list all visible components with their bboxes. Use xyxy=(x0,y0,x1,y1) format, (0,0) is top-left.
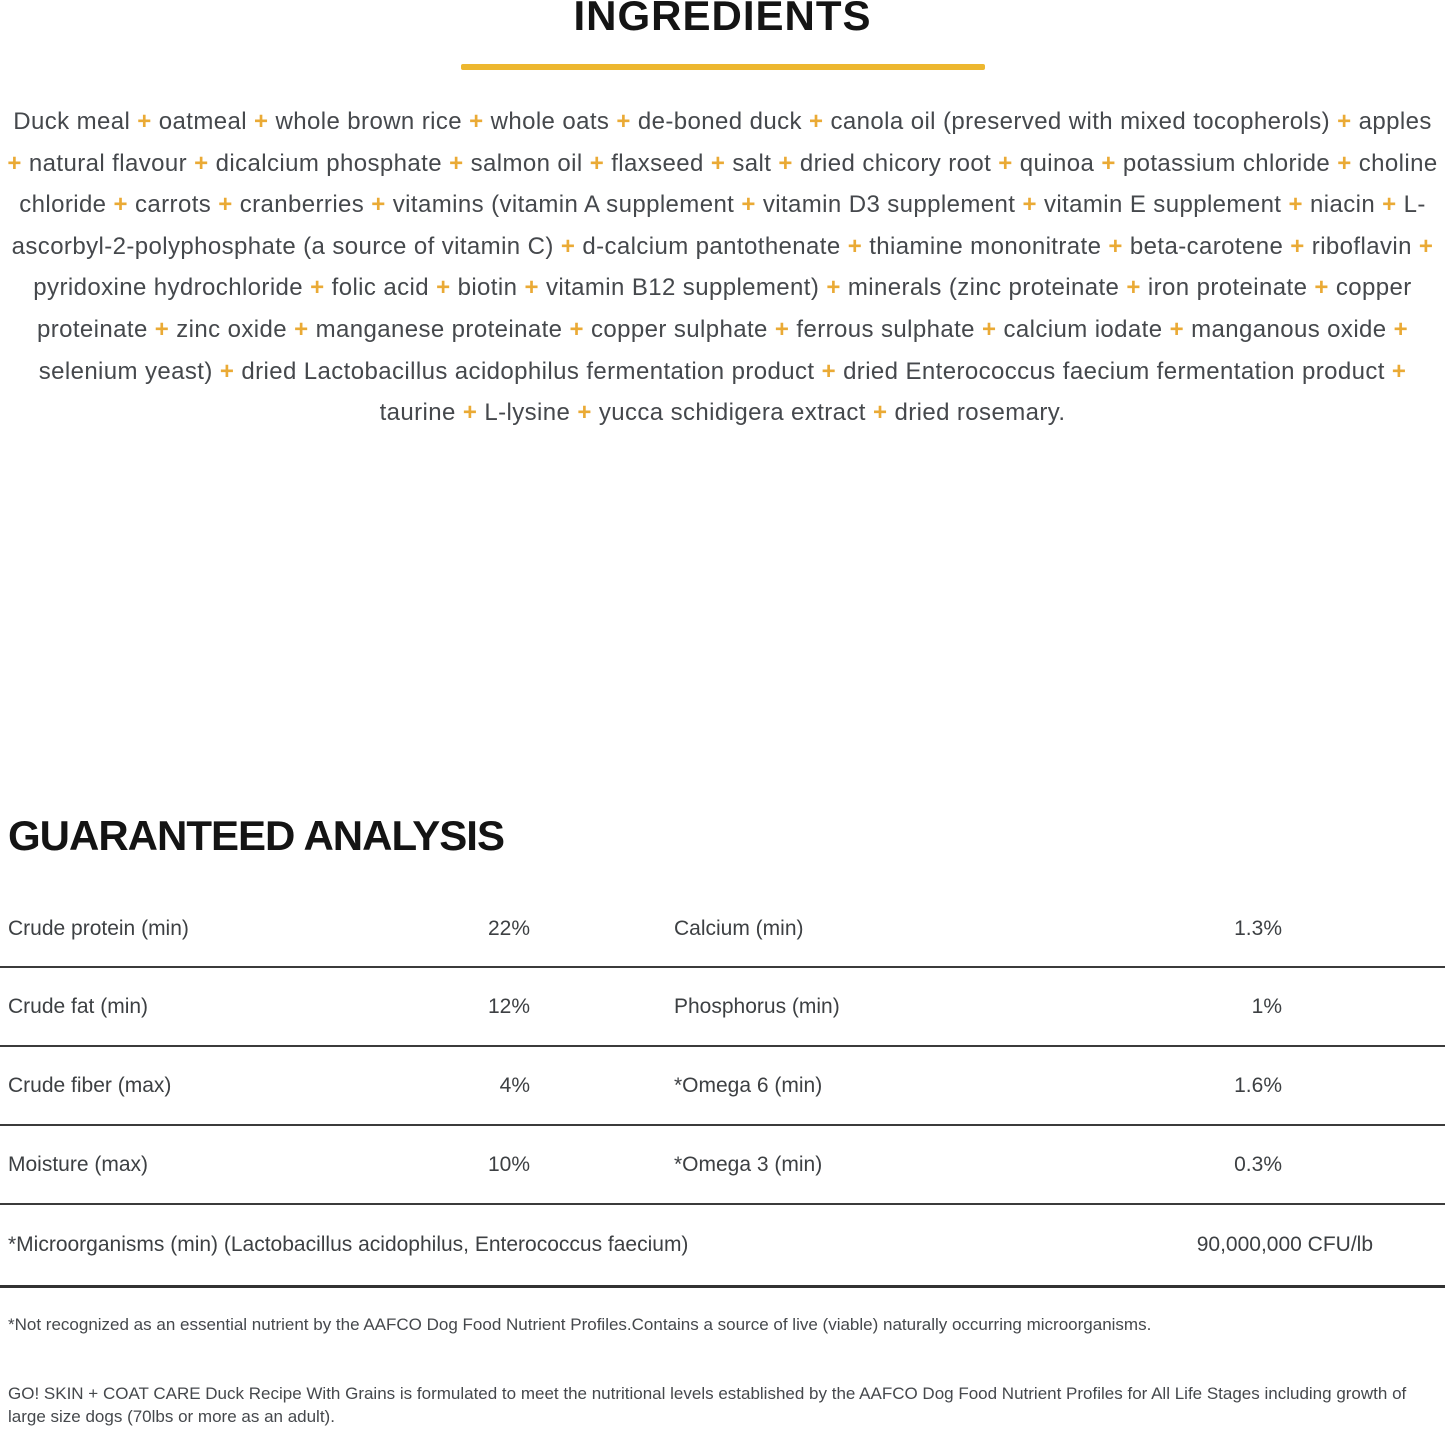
plus-separator: + xyxy=(154,315,170,343)
table-cell xyxy=(0,1153,530,1177)
nutrient-value: 1.3% xyxy=(1234,917,1282,940)
plus-separator: + xyxy=(741,191,756,219)
plus-separator: + xyxy=(1101,149,1116,177)
nutrient-label: Calcium (min) xyxy=(674,917,804,940)
table-cell xyxy=(674,1153,1282,1177)
plus-separator: + xyxy=(1418,232,1434,260)
nutrient-value: 0.3% xyxy=(1234,1152,1282,1176)
plus-separator: + xyxy=(847,232,863,260)
table-cell xyxy=(674,995,1282,1019)
table-row xyxy=(0,892,1445,966)
plus-separator: + xyxy=(194,149,209,177)
plus-separator: + xyxy=(1391,357,1407,385)
guaranteed-analysis-table xyxy=(0,892,1445,1288)
plus-separator: + xyxy=(809,108,824,135)
ingredients-title: INGREDIENTS xyxy=(573,0,872,39)
plus-separator: + xyxy=(1382,191,1397,219)
nutrient-label: *Microorganisms (min) (Lactobacillus acidophilus, Enterococcus faecium) xyxy=(8,1233,689,1256)
gold-divider-rule xyxy=(461,64,985,70)
plus-separator: + xyxy=(469,108,484,135)
nutrient-label: *Omega 3 (min) xyxy=(674,1152,823,1176)
plus-separator: + xyxy=(1288,191,1303,219)
plus-separator: + xyxy=(778,149,793,177)
nutrient-value: 90,000,000 CFU/lb xyxy=(1196,1233,1373,1256)
nutrient-label: *Omega 6 (min) xyxy=(674,1073,823,1097)
nutrient-label: Phosphorus (min) xyxy=(674,994,840,1018)
plus-separator: + xyxy=(998,149,1013,177)
table-bottom-divider xyxy=(0,1285,1445,1288)
plus-separator: + xyxy=(113,191,128,219)
table-cell xyxy=(0,1074,530,1098)
plus-separator: + xyxy=(1337,149,1352,177)
table-row xyxy=(0,1047,1445,1124)
footnote-aafco-nutrient: *Not recognized as an essential nutrient by the AAFCO Dog Food Nutrient Profiles.Contains a source of live (viable) naturally occurring microorganisms. xyxy=(8,1315,1152,1334)
guaranteed-analysis-title: GUARANTEED ANALYSIS xyxy=(8,812,504,859)
plus-separator: + xyxy=(821,357,836,385)
plus-separator: + xyxy=(560,232,576,260)
plus-separator: + xyxy=(1290,232,1305,260)
plus-separator: + xyxy=(7,149,22,177)
plus-separator: + xyxy=(219,357,235,385)
table-cell xyxy=(0,995,530,1019)
ingredients-list: Duck meal + oatmeal + whole brown rice + whole oats + de-boned duck + canola oil (preserved with mixed tocopherols) + apples + natural flavour + dicalcium phosphate + salmon oil + flaxseed + salt + dried chicory root + quinoa + potassium chloride + choline chloride + carrots + cranberries + vitamins (vitamin A supplement + vitamin D3 supplement + vitamin E supplement + niacin + L-ascorbyl-2-polyphosphate (a source of vitamin C) + d-calcium pantothenate + thiamine mononitrate + beta-carotene + riboflavin + pyridoxine hydrochloride + folic acid + biotin + vitamin B12 supplement) + minerals (zinc proteinate + iron proteinate + copper proteinate + zinc oxide + manganese proteinate + copper sulphate + ferrous sulphate + calcium iodate + manganous oxide + selenium yeast) + dried Lactobacillus acidophilus fermentation product + dried Enterococcus faecium fermentation product + taurine + L-lysine + yucca schidigera extract + dried rosemary. xyxy=(7,108,1438,427)
plus-separator: + xyxy=(218,191,233,219)
plus-separator: + xyxy=(524,274,539,302)
nutrient-label: Crude fat (min) xyxy=(8,994,149,1018)
plus-separator: + xyxy=(1169,315,1184,343)
plus-separator: + xyxy=(1108,232,1123,260)
plus-separator: + xyxy=(371,191,386,219)
plus-separator: + xyxy=(310,274,325,302)
plus-separator: + xyxy=(1393,315,1409,343)
nutrient-label: Crude protein (min) xyxy=(8,917,189,940)
nutrient-value: 12% xyxy=(487,994,530,1018)
table-cell xyxy=(674,1074,1282,1098)
plus-separator: + xyxy=(1314,274,1329,302)
plus-separator: + xyxy=(462,399,478,427)
nutrient-label: Moisture (max) xyxy=(8,1152,149,1176)
plus-separator: + xyxy=(449,149,464,177)
plus-separator: + xyxy=(254,108,269,135)
plus-separator: + xyxy=(589,149,605,177)
plus-separator: + xyxy=(577,399,592,427)
table-cell xyxy=(674,917,1282,941)
table-row xyxy=(0,1126,1445,1203)
footnote-formulation: GO! SKIN + COAT CARE Duck Recipe With Grains is formulated to meet the nutritional levels established by the AAFCO Dog Food Nutrient Profiles for All Life Stages including growth of large size dogs (70lbs or more as an adult). xyxy=(8,1384,1407,1426)
nutrient-label: Crude fiber (max) xyxy=(8,1073,172,1097)
nutrient-value: 22% xyxy=(487,917,530,940)
table-row xyxy=(0,968,1445,1045)
plus-separator: + xyxy=(616,108,631,135)
plus-separator: + xyxy=(981,315,997,343)
plus-separator: + xyxy=(1022,191,1037,219)
plus-separator: + xyxy=(436,274,451,302)
plus-separator: + xyxy=(826,274,841,302)
plus-separator: + xyxy=(872,399,888,427)
plus-separator: + xyxy=(710,149,726,177)
microorganisms-row xyxy=(0,1205,1445,1285)
nutrient-value: 1% xyxy=(1251,994,1282,1018)
plus-separator: + xyxy=(137,108,152,135)
plus-separator: + xyxy=(1126,274,1141,302)
plus-separator: + xyxy=(774,315,790,343)
plus-separator: + xyxy=(1337,108,1352,135)
nutrient-value: 4% xyxy=(499,1073,530,1097)
nutrient-value: 10% xyxy=(487,1152,530,1176)
plus-separator: + xyxy=(294,315,309,343)
nutrient-value: 1.6% xyxy=(1234,1073,1282,1097)
plus-separator: + xyxy=(569,315,584,343)
table-cell xyxy=(0,917,530,941)
